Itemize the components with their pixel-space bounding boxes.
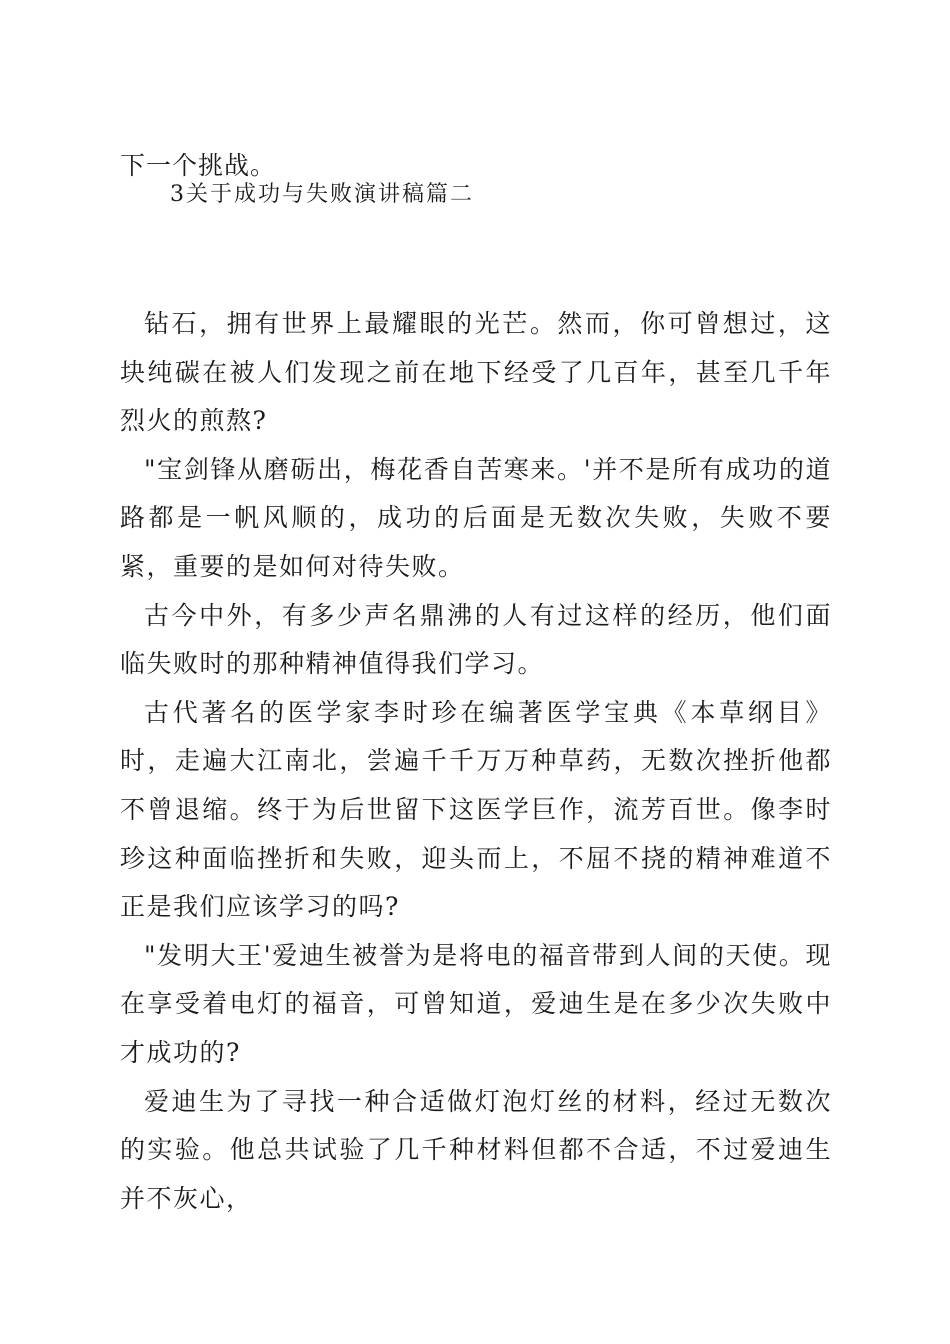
paragraph: 钻石，拥有世界上最耀眼的光芒。然而，你可曾想过，这块纯碳在被人们发现之前在地下经受了几百年，甚至几千年烈火的煎熬? (120, 309, 832, 436)
paragraph: "宝剑锋从磨砺出，梅花香自苦寒来。'并不是所有成功的道路都是一帆风顺的，成功的后面是无数次失败，失败不要紧，重要的是如何对待失败。 (120, 454, 832, 581)
section-heading: 3关于成功与失败演讲稿篇二 (170, 182, 474, 207)
paragraph: "发明大王'爱迪生被誉为是将电的福音带到人间的天使。现在享受着电灯的福音，可曾知道，爱迪生是在多少次失败中才成功的? (120, 940, 832, 1067)
continuation-text: 下一个挑战。 (120, 151, 277, 180)
paragraph: 古今中外，有多少声名鼎沸的人有过这样的经历，他们面临失败时的那种精神值得我们学习。 (120, 600, 832, 679)
paragraph: 爱迪生为了寻找一种合适做灯泡灯丝的材料，经过无数次的实验。他总共试验了几千种材料但都不合适，不过爱迪生并不灰心， (120, 1086, 832, 1213)
body-text (120, 300, 832, 1223)
paragraph: 古代著名的医学家李时珍在编著医学宝典《本草纲目》时，走遍大江南北，尝遍千千万万种草药，无数次挫折他都不曾退缩。终于为后世留下这医学巨作，流芳百世。像李时珍这种面临挫折和失败，迎头而上，不屈不挠的精神难道不正是我们应该学习的吗? (120, 697, 832, 922)
